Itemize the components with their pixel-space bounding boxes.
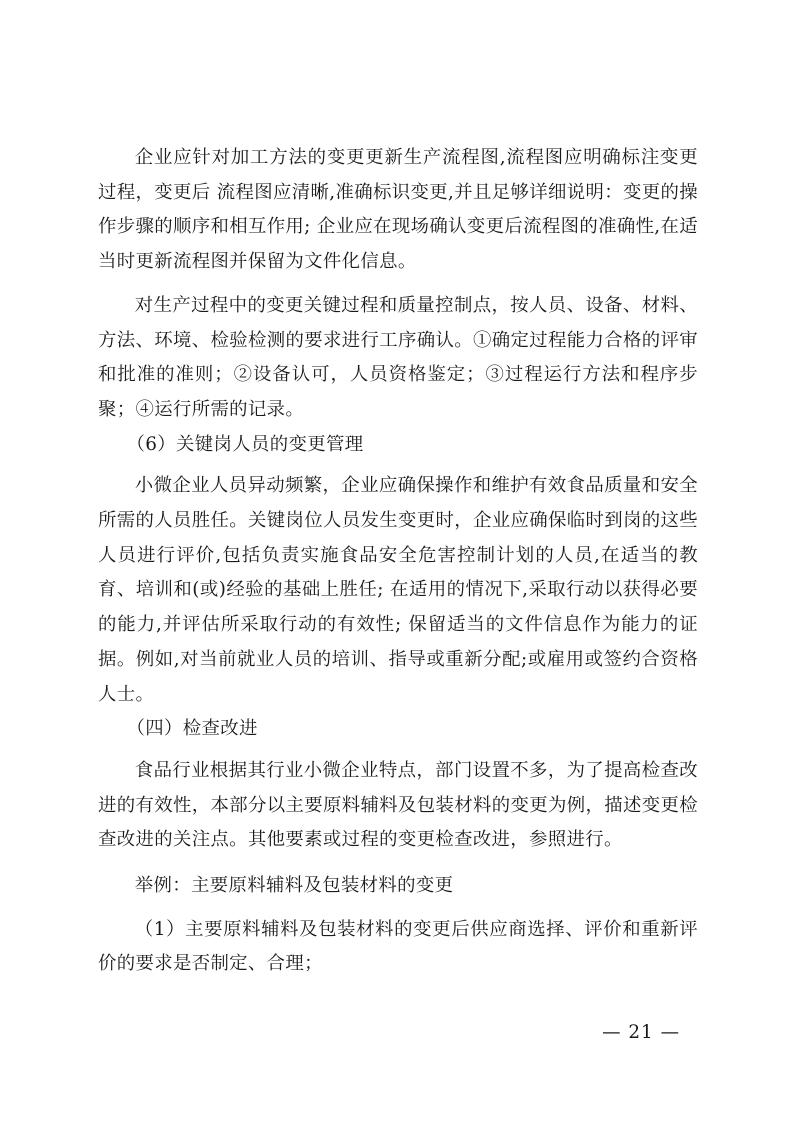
- paragraph-personnel-competence: 小微企业人员异动频繁，企业应确保操作和维护有效食品质量和安全所需的人员胜任。关键岗位人员发生变更时，企业应确保临时到岗的这些人员进行评价,包括负责实施食品安全危害控制计划的人员,在适当的教育、培训和(或)经验的基础上胜任; 在适用的情况下,采取行动以获得必要的能力,并评估所采取行动的有效性; 保留适当的文件信息作为能力的证据。例如,对当前就业人员的培训、指导或重新分配;或雇用或签约合资格人士。: [98, 475, 698, 705]
- paragraph-process-confirmation: 对生产过程中的变更关键过程和质量控制点，按人员、设备、材料、方法、环境、检验检测的要求进行工序确认。①确定过程能力合格的评审和批准的准则；②设备认可，人员资格鉴定；③过程运行方法和程序步聚；④运行所需的记录。: [98, 294, 698, 420]
- paragraph-flowchart-update: 企业应针对加工方法的变更更新生产流程图,流程图应明确标注变更过程，变更后 流程图应清晰,准确标识变更,并且足够详细说明：变更的操作步骤的顺序和相互作用; 企业应在现场确认变更后流程图的准确性,在适当时更新流程图并保留为文件化信息。: [98, 147, 698, 273]
- page-number: — 21 —: [602, 1022, 680, 1043]
- heading-key-personnel-change: （6）关键岗人员的变更管理: [126, 433, 364, 455]
- document-body: [98, 141, 698, 982]
- paragraph-example-title: 举例：主要原料辅料及包装材料的变更: [134, 875, 454, 897]
- heading-inspection-improvement: （四）检查改进: [126, 718, 258, 740]
- paragraph-inspection-focus: 食品行业根据其行业小微企业特点，部门设置不多，为了提高检查改进的有效性，本部分以主要原料辅料及包装材料的变更为例，描述变更检查改进的关注点。其他要素或过程的变更检查改进，参照进行。: [98, 759, 698, 851]
- paragraph-supplier-requirements: （1）主要原料辅料及包装材料的变更后供应商选择、评价和重新评价的要求是否制定、合理；: [98, 918, 698, 975]
